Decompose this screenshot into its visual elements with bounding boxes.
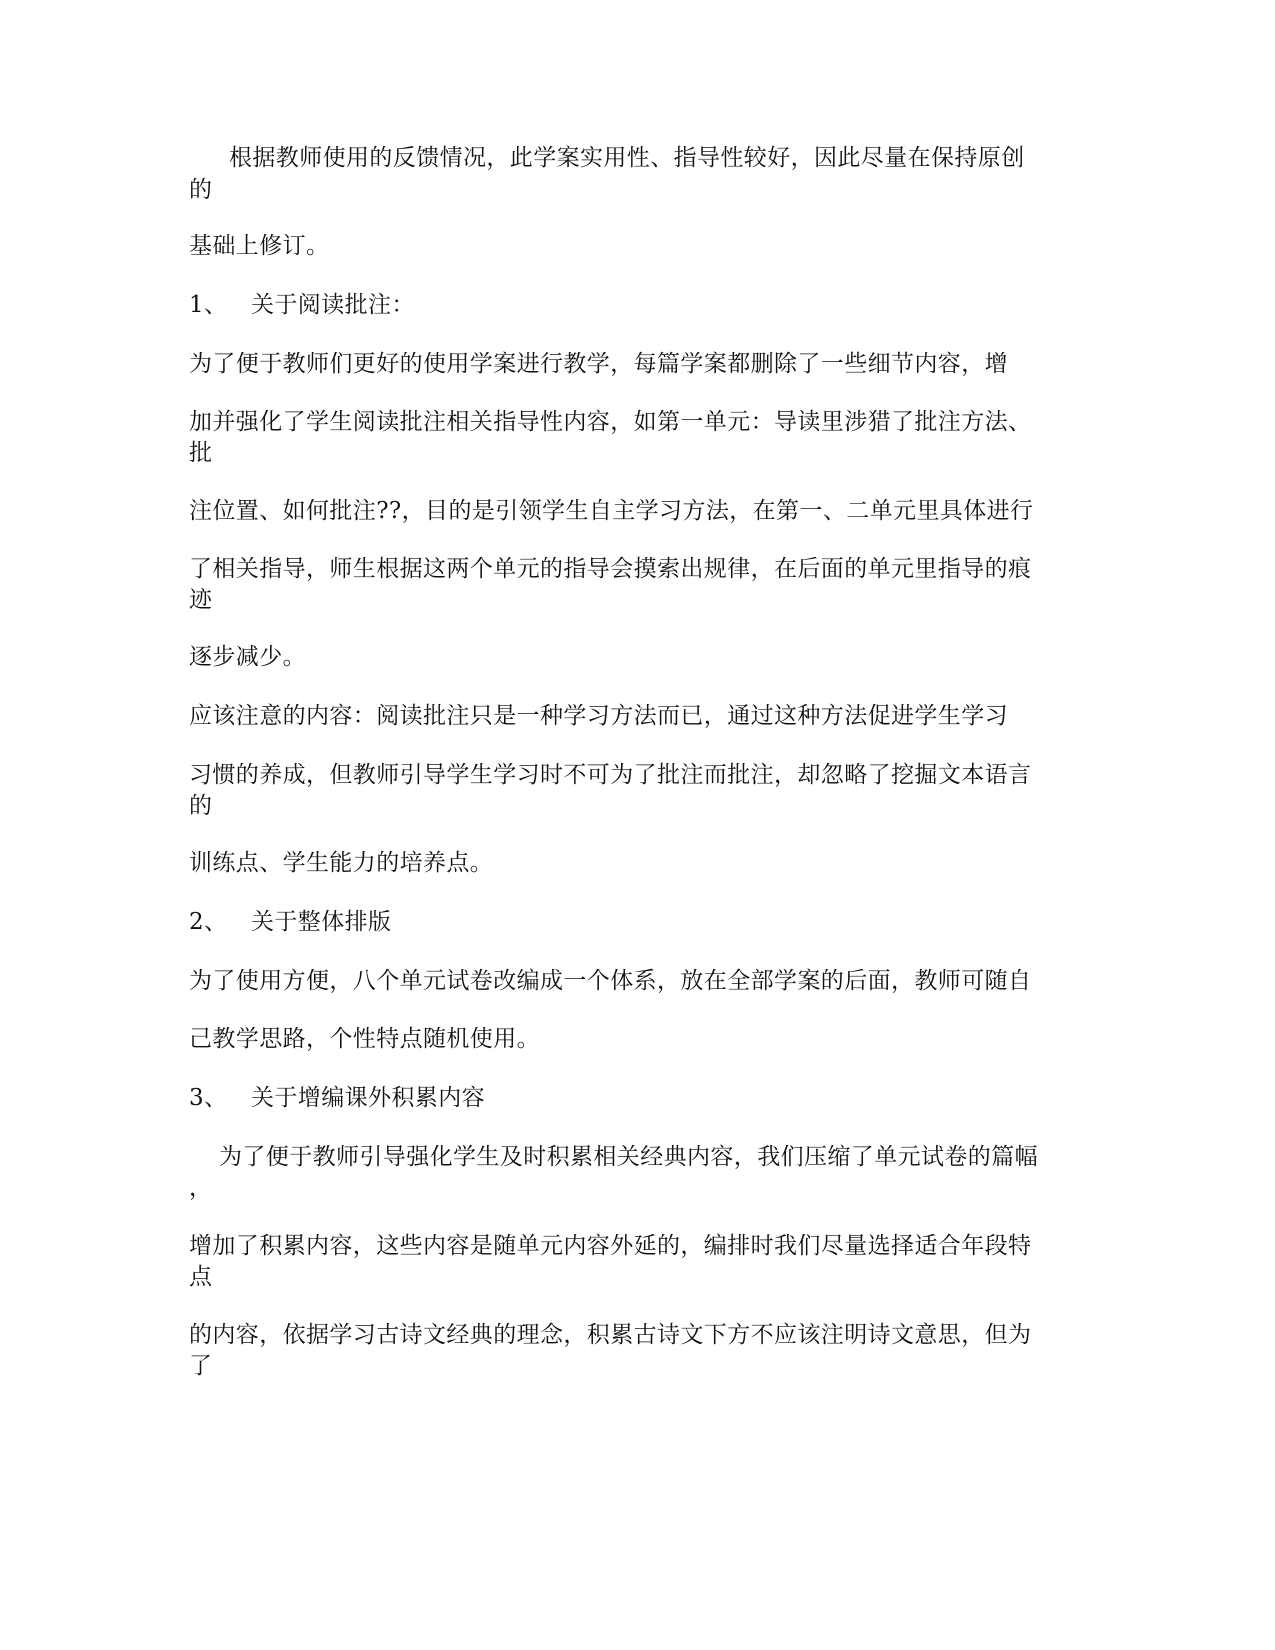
paragraph-annotation-line-2: 加并强化了学生阅读批注相关指导性内容，如第一单元：导读里涉猎了批注方法、: [189, 409, 1032, 435]
paragraph-note-line-3: 训练点、学生能力的培养点。: [189, 850, 494, 876]
section-number-2: 2、: [189, 909, 228, 935]
section-title-3: 关于增编课外积累内容: [251, 1085, 485, 1111]
paragraph-note-line-2: 习惯的养成，但教师引导学生学习时不可为了批注而批注，却忽略了挖掘文本语言: [189, 762, 1032, 788]
paragraph-note-line-1: 应该注意的内容：阅读批注只是一种学习方法而已，通过这种方法促进学生学习: [189, 703, 1008, 729]
paragraph-annotation-line-3: 注位置、如何批注??，目的是引领学生自主学习方法，在第一、二单元里具体进行: [189, 498, 1034, 524]
section-number-3: 3、: [189, 1085, 228, 1111]
section-heading-2: [189, 906, 391, 938]
paragraph-annotation-line-5: 逐步减少。: [189, 644, 306, 670]
paragraph-accumulation-line-1-wrap: ，: [189, 1175, 213, 1201]
paragraph-annotation-line-1: 为了便于教师们更好的使用学案进行教学，每篇学案都删除了一些细节内容，增: [189, 351, 1008, 377]
paragraph-note-line-2-wrap: 的: [189, 793, 213, 819]
section-heading-3: [189, 1082, 485, 1114]
section-title-2: 关于整体排版: [251, 909, 392, 935]
section-title-1: 关于阅读批注：: [251, 292, 415, 318]
paragraph-intro-line-2: 基础上修订。: [189, 233, 330, 259]
paragraph-accumulation-line-3: 的内容，依据学习古诗文经典的理念，积累古诗文下方不应该注明诗文意思，但为: [189, 1322, 1032, 1348]
paragraph-intro-line-1-wrap: 的: [189, 177, 213, 203]
paragraph-accumulation-line-2-wrap: 点: [189, 1264, 213, 1290]
section-heading-1: [189, 289, 415, 321]
paragraph-accumulation-line-3-wrap: 了: [189, 1353, 213, 1379]
paragraph-layout-line-2: 己教学思路，个性特点随机使用。: [189, 1026, 540, 1052]
section-number-1: 1、: [189, 292, 228, 318]
paragraph-accumulation-line-1: 为了便于教师引导强化学生及时积累相关经典内容，我们压缩了单元试卷的篇幅: [219, 1144, 1038, 1170]
paragraph-annotation-line-4-wrap: 迹: [189, 587, 213, 613]
paragraph-accumulation-line-2: 增加了积累内容，这些内容是随单元内容外延的，编排时我们尽量选择适合年段特: [189, 1233, 1032, 1259]
paragraph-layout-line-1: 为了使用方便，八个单元试卷改编成一个体系，放在全部学案的后面，教师可随自: [189, 968, 1032, 994]
paragraph-annotation-line-4: 了相关指导，师生根据这两个单元的指导会摸索出规律，在后面的单元里指导的痕: [189, 556, 1032, 582]
paragraph-annotation-line-2-wrap: 批: [189, 440, 213, 466]
paragraph-intro-line-1: 根据教师使用的反馈情况，此学案实用性、指导性较好，因此尽量在保持原创: [229, 145, 1025, 171]
